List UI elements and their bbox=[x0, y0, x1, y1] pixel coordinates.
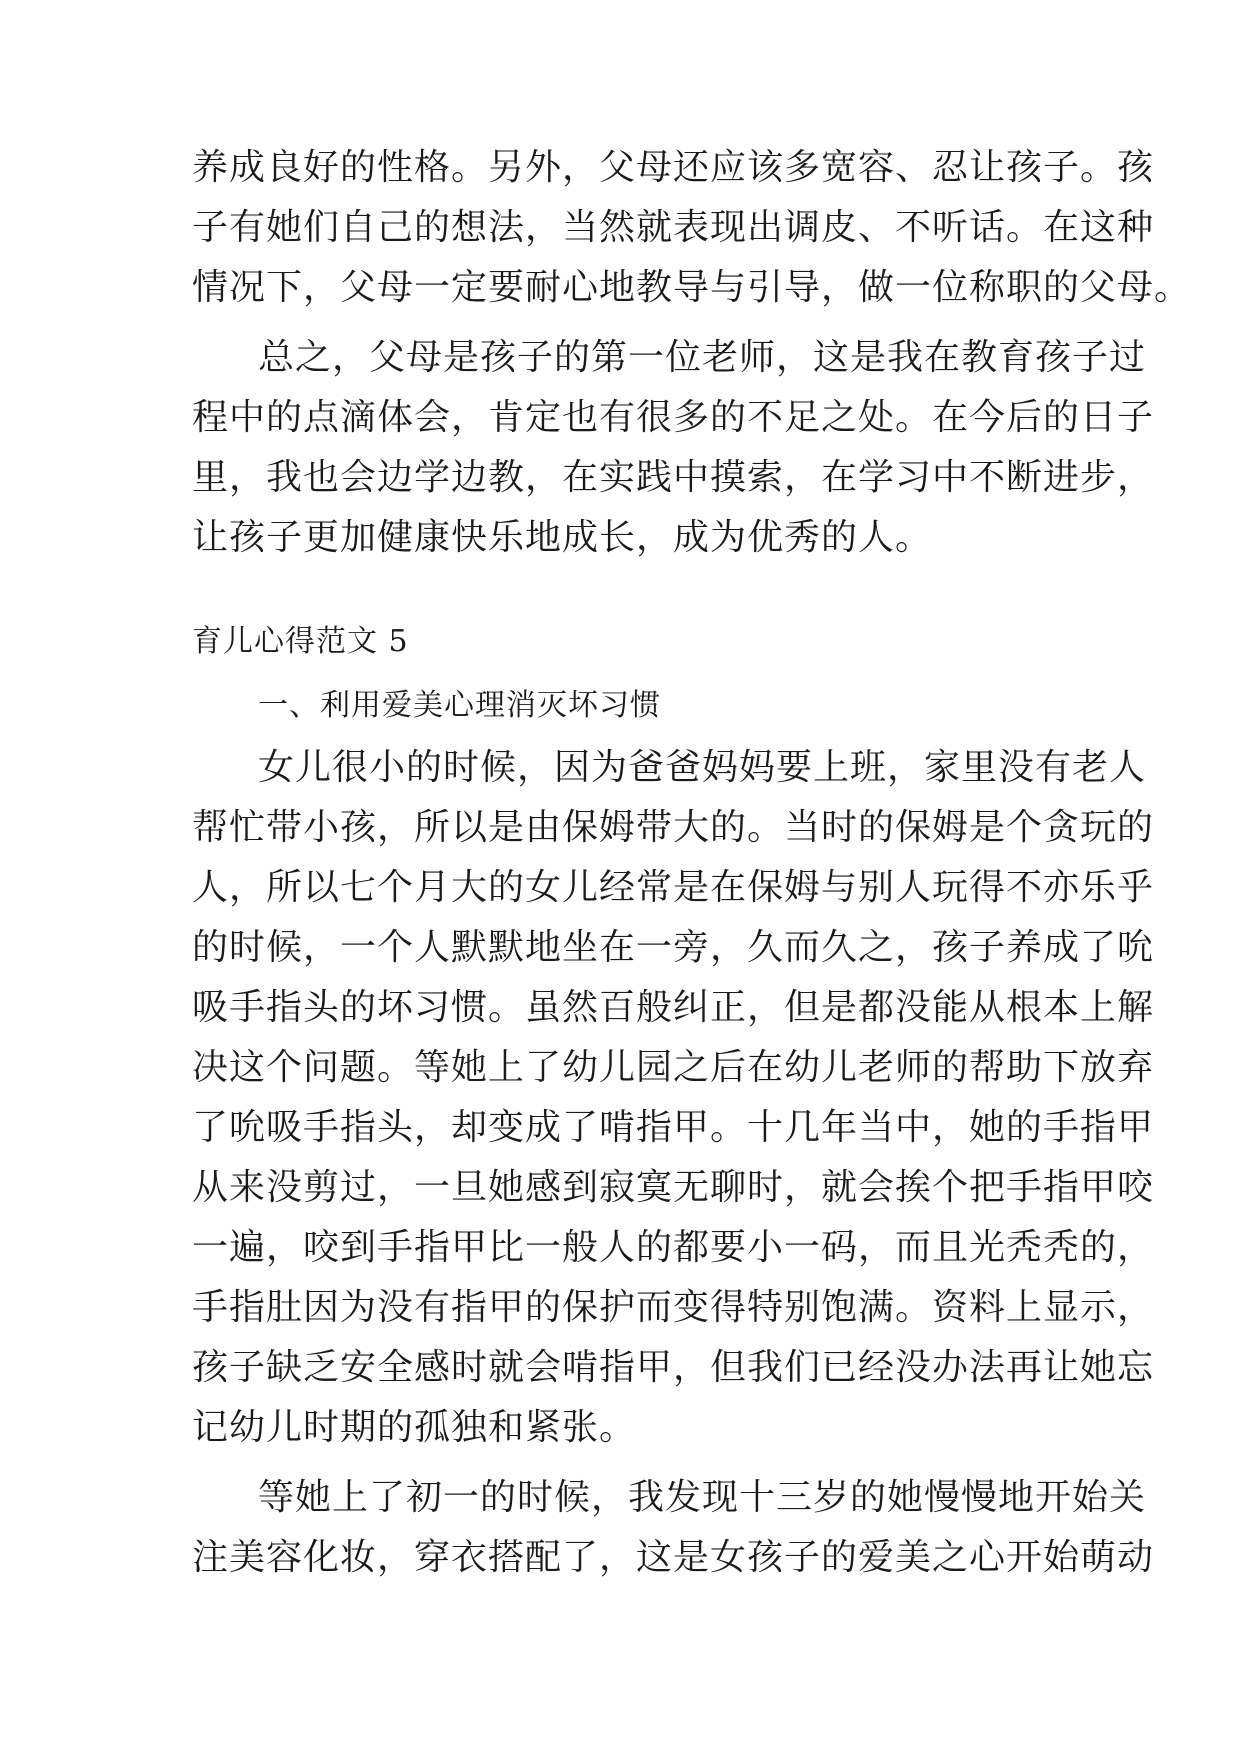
paragraph-1-line-1: 养成良好的性格。另外，父母还应该多宽容、忍让孩子。孩 bbox=[192, 147, 1155, 188]
paragraph-3-line-8: 从来没剪过，一旦她感到寂寞无聊时，就会挨个把手指甲咬 bbox=[192, 1167, 1155, 1208]
paragraph-2-line-4: 让孩子更加健康快乐地成长，成为优秀的人。 bbox=[192, 517, 933, 558]
paragraph-1-line-3: 情况下，父母一定要耐心地教导与引导，做一位称职的父母。 bbox=[192, 267, 1192, 308]
paragraph-3-line-12: 记幼儿时期的孤独和紧张。 bbox=[192, 1407, 637, 1448]
paragraph-3-line-6: 决这个问题。等她上了幼儿园之后在幼儿老师的帮助下放弃 bbox=[192, 1047, 1155, 1088]
paragraph-3-line-7: 了吮吸手指头，却变成了啃指甲。十几年当中，她的手指甲 bbox=[192, 1107, 1155, 1148]
paragraph-3-line-11: 孩子缺乏安全感时就会啃指甲，但我们已经没办法再让她忘 bbox=[192, 1347, 1155, 1388]
subheading: 一、利用爱美心理消灭坏习惯 bbox=[258, 688, 661, 723]
paragraph-2-line-2: 程中的点滴体会，肯定也有很多的不足之处。在今后的日子 bbox=[192, 397, 1155, 438]
paragraph-3-line-3: 人，所以七个月大的女儿经常是在保姆与别人玩得不亦乐乎 bbox=[192, 867, 1155, 908]
paragraph-2-line-3: 里，我也会边学边教，在实践中摸索，在学习中不断进步， bbox=[192, 457, 1155, 498]
paragraph-3-line-9: 一遍，咬到手指甲比一般人的都要小一码，而且光秃秃的， bbox=[192, 1227, 1155, 1268]
paragraph-3-line-1: 女儿很小的时候，因为爸爸妈妈要上班，家里没有老人 bbox=[258, 747, 1147, 788]
paragraph-3-line-10: 手指肚因为没有指甲的保护而变得特别饱满。资料上显示， bbox=[192, 1287, 1155, 1328]
paragraph-3-line-2: 帮忙带小孩，所以是由保姆带大的。当时的保姆是个贪玩的 bbox=[192, 807, 1155, 848]
paragraph-4-line-2: 注美容化妆，穿衣搭配了，这是女孩子的爱美之心开始萌动 bbox=[192, 1537, 1155, 1578]
paragraph-3-line-4: 的时候，一个人默默地坐在一旁，久而久之，孩子养成了吮 bbox=[192, 927, 1155, 968]
paragraph-1-line-2: 子有她们自己的想法，当然就表现出调皮、不听话。在这种 bbox=[192, 207, 1155, 248]
section-title: 育儿心得范文 5 bbox=[192, 624, 409, 659]
paragraph-4-line-1: 等她上了初一的时候，我发现十三岁的她慢慢地开始关 bbox=[258, 1477, 1147, 1518]
paragraph-2-line-1: 总之，父母是孩子的第一位老师，这是我在教育孩子过 bbox=[258, 337, 1147, 378]
paragraph-3-line-5: 吸手指头的坏习惯。虽然百般纠正，但是都没能从根本上解 bbox=[192, 987, 1155, 1028]
